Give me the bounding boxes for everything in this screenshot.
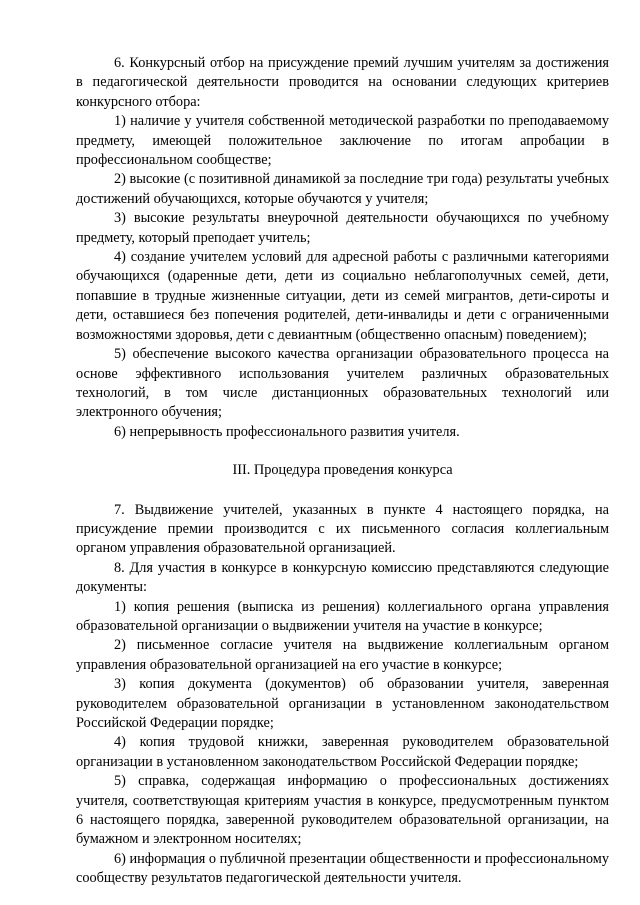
document-item-1: 1) копия решения (выписка из решения) коллегиального органа управления образовательной организации о выдвижении учителя на участие в конкурсе;: [76, 598, 609, 634]
criterion-6: 6) непрерывность профессионального развития учителя.: [114, 423, 460, 440]
section-heading: III. Процедура проведения конкурса: [232, 462, 453, 479]
document-item-3: 3) копия документа (документов) об образовании учителя, заверенная руководителем образовательной организации в установленном законодательством Российской Федерации порядке;: [76, 676, 609, 731]
paragraph-7: 7. Выдвижение учителей, указанных в пункте 4 настоящего порядка, на присуждение премии производится с их письменного согласия коллегиальным органом управления образовательной организацией.: [76, 501, 609, 557]
criterion-4: 4) создание учителем условий для адресной работы с различными категориями обучающихся (одаренные дети, дети из социально неблагополучных семей, дети, попавшие в трудные жизненные ситуации, дети из семей мигрантов, дети-сироты и дети, оставшиеся без попечения родителей, дети-инвалиды и дети с ограниченными возможностями здоровья, дети с девиантным (общественно опасным) поведением);: [76, 249, 609, 343]
document-item-6: 6) информация о публичной презентации общественности и профессиональному сообществу результатов педагогической деятельности учителя.: [76, 850, 609, 887]
criterion-3: 3) высокие результаты внеурочной деятельности обучающихся по учебному предмету, который преподает учитель;: [76, 210, 609, 246]
document-item-2: 2) письменное согласие учителя на выдвижение коллегиальным органом управления образовательной организацией на его участие в конкурсе;: [76, 637, 609, 673]
document-item-5: 5) справка, содержащая информацию о профессиональных достижениях учителя, соответствующая критериям участия в конкурсе, предусмотренным пунктом 6 настоящего порядка, заверенной руководителем образовательной организации, на бумажном и электронном носителях;: [76, 773, 609, 848]
document-item-4: 4) копия трудовой книжки, заверенная руководителем образовательной организации в установленном законодательством Российской Федерации порядке;: [76, 734, 609, 770]
paragraph-6: 6. Конкурсный отбор на присуждение премий лучшим учителям за достижения в педагогической деятельности проводится на основании следующих критериев конкурсного отбора:: [76, 55, 609, 110]
document-page: [76, 54, 609, 889]
paragraph-8: 8. Для участия в конкурсе в конкурсную комиссию представляются следующие документы:: [76, 559, 609, 596]
criterion-5: 5) обеспечение высокого качества организации образовательного процесса на основе эффективного использования учителем различных образовательных технологий, в том числе дистанционных образовательных технологий или электронного обучения;: [76, 346, 609, 421]
criterion-1: 1) наличие у учителя собственной методической разработки по преподаваемому предмету, имеющей положительное заключение по итогам апробации в профессиональном сообществе;: [76, 113, 609, 169]
criterion-2: 2) высокие (с позитивной динамикой за последние три года) результаты учебных достижений обучающихся, которые обучаются у учителя;: [76, 171, 609, 207]
